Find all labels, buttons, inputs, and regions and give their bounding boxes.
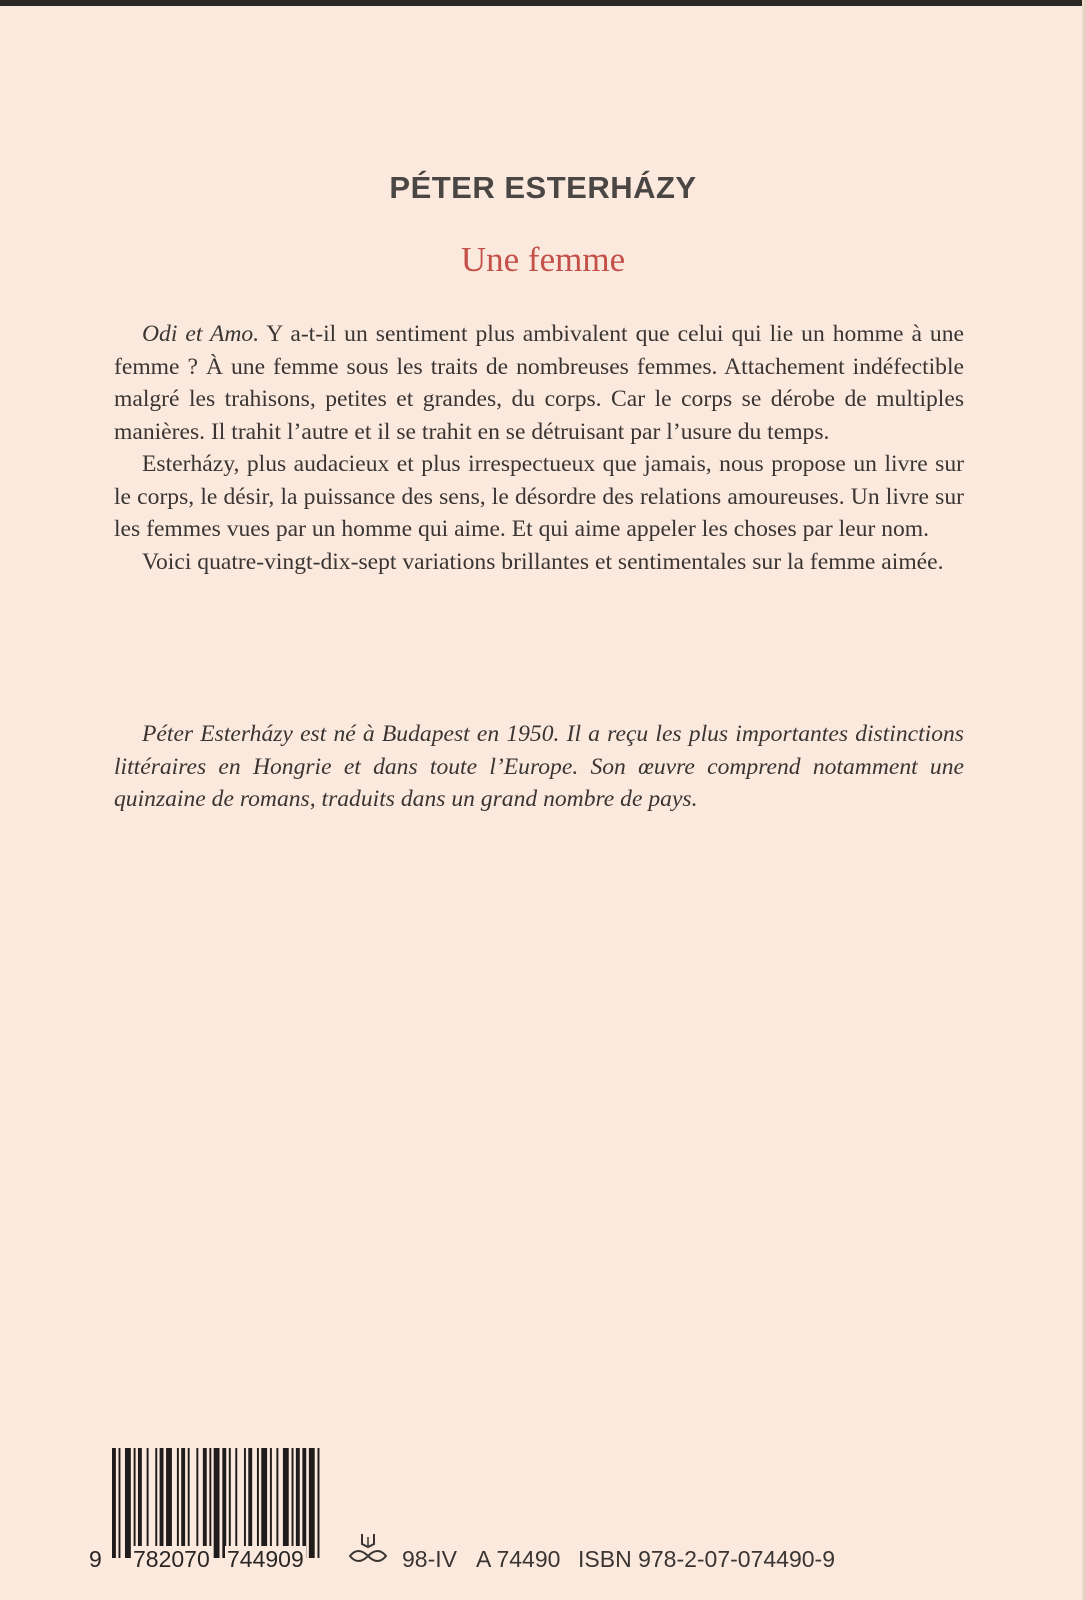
cover-top-edge xyxy=(0,0,1086,6)
author-bio xyxy=(114,718,964,816)
book-title: Une femme xyxy=(460,240,626,279)
blurb-paragraph-3: Voici quatre-vingt-dix-sept variations brillantes et sentimentales sur la femme aimée. xyxy=(142,548,944,575)
barcode-right-digits: 744909 xyxy=(227,1546,304,1572)
blurb xyxy=(114,318,964,578)
blurb-paragraph-1 xyxy=(114,318,964,448)
barcode xyxy=(112,1448,324,1558)
gallimard-logo-icon xyxy=(346,1530,390,1570)
barcode-left-digits: 782070 xyxy=(133,1546,210,1572)
barcode-lead-digit: 9 xyxy=(89,1546,102,1572)
author-bio-text: Péter Esterházy est né à Budapest en 1950. Il a reçu les plus importantes distinctions littéraires en Hongrie et dans toute l’Europe. Son œuvre comprend notamment une quinzaine de romans, traduits dans un grand nombre de pays. xyxy=(114,721,964,812)
author-name: PÉTER ESTERHÁZY xyxy=(389,170,697,205)
series-code: 98-IV xyxy=(402,1546,457,1572)
blurb-opening: Odi et Amo. xyxy=(142,321,260,347)
blurb-paragraph-2: Esterházy, plus audacieux et plus irrespectueux que jamais, nous propose un livre sur le corps, le désir, la puissance des sens, le désordre des relations amoureuses. Un livre sur les femmes vues par un homme qui aime. Et qui aime appeler les choses par leur nom. xyxy=(114,451,964,542)
catalog-reference: A 74490 xyxy=(476,1546,561,1572)
blurb-paragraph-1-text: Y a-t-il un sentiment plus ambivalent que celui qui lie un homme à une femme ? À une femme sous les traits de nombreuses femmes. Attachement indéfectible malgré les trahisons, petites et grandes, du corps. Car le corps se dérobe de multiples manières. Il trahit l’autre et il se trahit en se détruisant par l’usure du temps. xyxy=(114,321,964,445)
isbn: ISBN 978-2-07-074490-9 xyxy=(578,1546,835,1572)
